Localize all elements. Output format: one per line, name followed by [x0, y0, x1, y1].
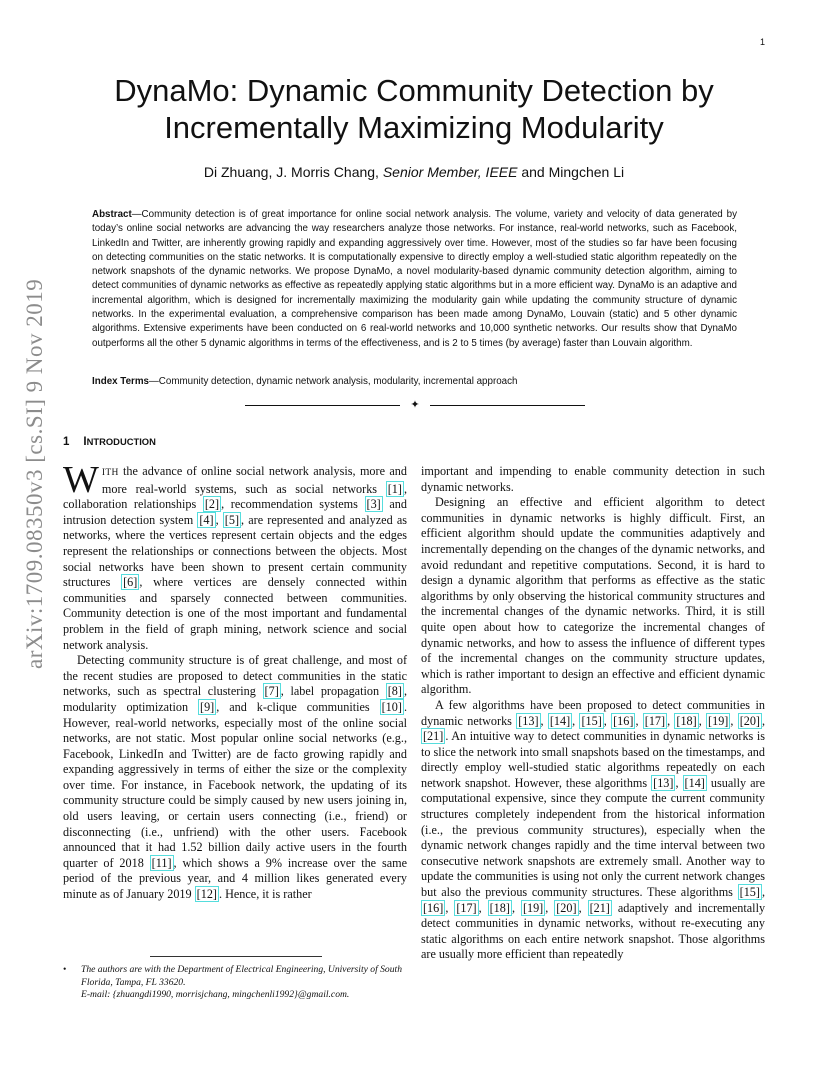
footnote-email: E-mail: {zhuangdi1990, morrisjchang, mingchenli1992}@gmail.com. [81, 989, 350, 1001]
citation-link[interactable]: [6] [123, 575, 138, 590]
body-text: , label propagation [280, 684, 386, 699]
authors-part-2: and Mingchen Li [517, 164, 625, 180]
paragraph [421, 495, 765, 698]
abstract [92, 208, 737, 351]
body-text: adaptively and incrementally detect communities in dynamic networks, without re-executing any static algorithms on each entire network snapshot. Those algorithms are usually more efficient than repeatedly [421, 900, 766, 962]
separator: , [478, 900, 488, 915]
separator: , [730, 713, 738, 728]
body-text: , [215, 512, 223, 527]
body-text: , and k-clique communities [216, 699, 380, 714]
footnote-bullet-icon: • [63, 964, 67, 975]
separator: , [635, 713, 643, 728]
citation-link[interactable]: [20] [556, 900, 577, 915]
citation-link[interactable]: [2] [204, 497, 220, 512]
body-text: . Hence, it is rather [218, 887, 312, 902]
footnote [63, 964, 407, 1002]
citation-link[interactable]: [4] [199, 512, 214, 527]
left-column [63, 459, 407, 903]
body-text: . However, real-world networks, especially most of the online social networks, are not static. Most popular online social networks (e.g., Facebook, LinkedIn and Twitter) are de facto growing rapidly and expanding aggressively in terms of either the size or the complexity over time. For instance, in Facebook network, the updating of its community structure could be simply caused by new users joining in, old users leaving, or certain users connecting (i.e., friend) or disconnecting (i.e., unfriend) with the other users. Facebook announced that it had 1.52 billion daily active users in the fourth quarter of 2018 [63, 699, 407, 870]
citation-link[interactable]: [10] [381, 699, 402, 714]
body-text: , which shows a 9% increase over the same period of the previous year, and 4 million likes generated every minute as of January 2019 [63, 855, 407, 902]
footnote-rule [150, 956, 322, 957]
citation-link[interactable]: [13] [653, 775, 674, 790]
body-text: and intrusion detection system [63, 497, 407, 527]
citation-link[interactable]: [13] [518, 713, 539, 728]
body-text: Detecting community structure is of great challenge, and most of the recent studies are proposed to detect communities in the static networks, such as spectral clustering [63, 653, 407, 699]
arxiv-identifier-watermark: arXiv:1709.08350v3 [cs.SI] 9 Nov 2019 [22, 278, 47, 669]
index-terms-label: Index Terms [92, 376, 149, 387]
citation-link[interactable]: [1] [387, 481, 402, 496]
citation-link[interactable]: [18] [676, 713, 697, 728]
paragraph [63, 459, 407, 653]
citation-link[interactable]: [16] [423, 900, 444, 915]
citation-link[interactable]: [14] [684, 775, 705, 790]
citation-link[interactable]: [19] [522, 900, 544, 915]
citation-link[interactable]: [3] [366, 497, 381, 512]
citation-link[interactable]: [20] [739, 713, 760, 728]
separator: , [578, 900, 588, 915]
separator: , [762, 713, 766, 728]
body-text: usually are computational expensive, since they compute the current community structures completely independent from the historical information (i.e., the previous community structures), especially when the dynamic network changes rapidly and the time interval between two consecutive network snapshots are extremely small. Another way to update the communities is using not only the current network changes but also the previous community structures. These algorithms [421, 775, 765, 900]
separator: , [572, 713, 580, 728]
divider-line-left [245, 405, 400, 406]
citation-link[interactable]: [9] [200, 699, 215, 714]
drop-cap: W [63, 459, 99, 501]
right-column [421, 464, 765, 963]
author-line [60, 164, 768, 180]
citation-link[interactable]: [19] [708, 713, 729, 728]
body-text: the advance of online social network analysis, more and more real-world systems, such as social networks [101, 464, 407, 496]
citation-link[interactable]: [15] [739, 885, 760, 900]
separator: , [545, 900, 555, 915]
section-divider [245, 399, 585, 411]
index-terms [92, 376, 737, 387]
citation-link[interactable]: [14] [549, 713, 571, 728]
citation-link[interactable]: [7] [264, 684, 279, 699]
divider-line-right [430, 405, 585, 406]
citation-link[interactable]: [17] [456, 900, 477, 915]
body-text: A few algorithms have been proposed to detect communities in dynamic networks [421, 697, 765, 728]
separator: , [761, 885, 765, 900]
separator: , [540, 713, 548, 728]
section-number: 1 [63, 436, 70, 448]
section-title-rest: NTRODUCTION [86, 436, 156, 447]
paragraph [63, 653, 407, 903]
divider-diamond-icon: ✦ [410, 399, 420, 411]
separator: , [445, 900, 455, 915]
separator: , [675, 775, 683, 790]
citation-link[interactable]: [21] [423, 729, 444, 744]
body-text: . An intuitive way to detect communities in dynamic networks is to slice the network into small snapshots based on the timestamps, and directly employ well-studied static algorithms repeatedly on each network snapshot. However, these algorithms [421, 729, 765, 790]
citation-link[interactable]: [15] [581, 713, 602, 728]
citation-link[interactable]: [16] [613, 713, 634, 728]
separator: , [667, 713, 675, 728]
body-text: Designing an effective and efficient algorithm to detect communities in dynamic networks is highly difficult. First, an efficient algorithm should update the communities adaptively and incrementally depending on the changes of the dynamic networks, and avoid redundant and repetitive computations. Second, it is hard to design a dynamic algorithm that performs as effective as the static algorithms by only observing the historical community structures and the incremental changes of the dynamic networks. Third, it is still quite open about how to categorize the incremental changes of dynamic networks, and how to assess the influence of different types of the incremental changes on the community structure updates, which is rather important to design an effective and efficient dynamic algorithm. [421, 495, 765, 697]
abstract-text: —Community detection is of great importance for online social network analysis. The volume, variety and velocity of data generated by today’s online social networks are advancing the way researchers analyze those networks. For instance, real-world networks, such as Facebook, LinkedIn and Twitter, are inherently growing rapidly and expanding aggressively over time. However, most of the studies so far have been focusing on detecting communities on the static networks. It is computationally expensive to directly employ a well-studied static algorithm repeatedly on the network snapshots of the dynamic networks. We propose DynaMo, a novel modularity-based dynamic community detection algorithm, aiming to detect communities of dynamic networks as effective as repeatedly applying static algorithms but in a more efficient way. DynaMo is an adaptive and incremental algorithm, which is designed for incrementally maximizing the modularity gain while updating the community structure of dynamic networks. In the experimental evaluation, a comprehensive comparison has been made among DynaMo, Louvain (static) and 5 other dynamic algorithms. Extensive experiments have been conducted on 6 real-world networks and 10,000 synthetic networks. Our results show that DynaMo outperforms all the other 5 dynamic algorithms in terms of the effectiveness, and is 2 to 5 times (by average) faster than Louvain algorithm. [92, 209, 737, 349]
citation-link[interactable]: [18] [489, 900, 510, 915]
abstract-label: Abstract [92, 209, 132, 220]
separator: , [511, 900, 521, 915]
body-text: important and impending to enable community detection in such dynamic networks. [421, 464, 765, 494]
author-role: Senior Member, IEEE [382, 164, 518, 180]
body-text: , modularity optimization [63, 684, 407, 714]
paper-title: DynaMo: Dynamic Community Detection by Incrementally Maximizing Modularity [114, 73, 714, 145]
index-terms-text: —Community detection, dynamic network analysis, modularity, incremental approach [149, 376, 518, 387]
body-text: , where vertices are densely connected within communities and sparsely connected between communities. Community detection is one of the most important and fundamental problem in the field of graph mining, network science and social network analysis. [63, 575, 407, 652]
section-heading-introduction [63, 436, 156, 448]
citation-link[interactable]: [8] [387, 684, 402, 699]
paragraph [421, 464, 765, 495]
footnote-affiliation: The authors are with the Department of Electrical Engineering, University of South Florida, Tampa, FL 33620. [81, 964, 402, 988]
citation-link[interactable]: [5] [224, 512, 240, 527]
separator: , [603, 713, 612, 728]
citation-link[interactable]: [12] [196, 887, 217, 902]
authors-part-1: Di Zhuang, J. Morris Chang, [203, 164, 383, 180]
citation-link[interactable]: [21] [589, 900, 610, 915]
citation-link[interactable]: [11] [151, 855, 172, 870]
body-text: , collaboration relationships [63, 481, 407, 512]
page-number: 1 [759, 37, 765, 47]
citation-link[interactable]: [17] [644, 713, 666, 728]
smallcaps-text: ITH [101, 468, 119, 478]
section-title-initial: I [83, 436, 87, 448]
separator: , [698, 713, 707, 728]
paragraph [421, 698, 765, 963]
body-text: , are represented and analyzed as networks, where the vertices represent certain objects and the edges represent the relationships or connections between the objects. Most social networks have been shown to present certain community structures [63, 512, 407, 590]
body-text: , recommendation systems [221, 497, 365, 512]
